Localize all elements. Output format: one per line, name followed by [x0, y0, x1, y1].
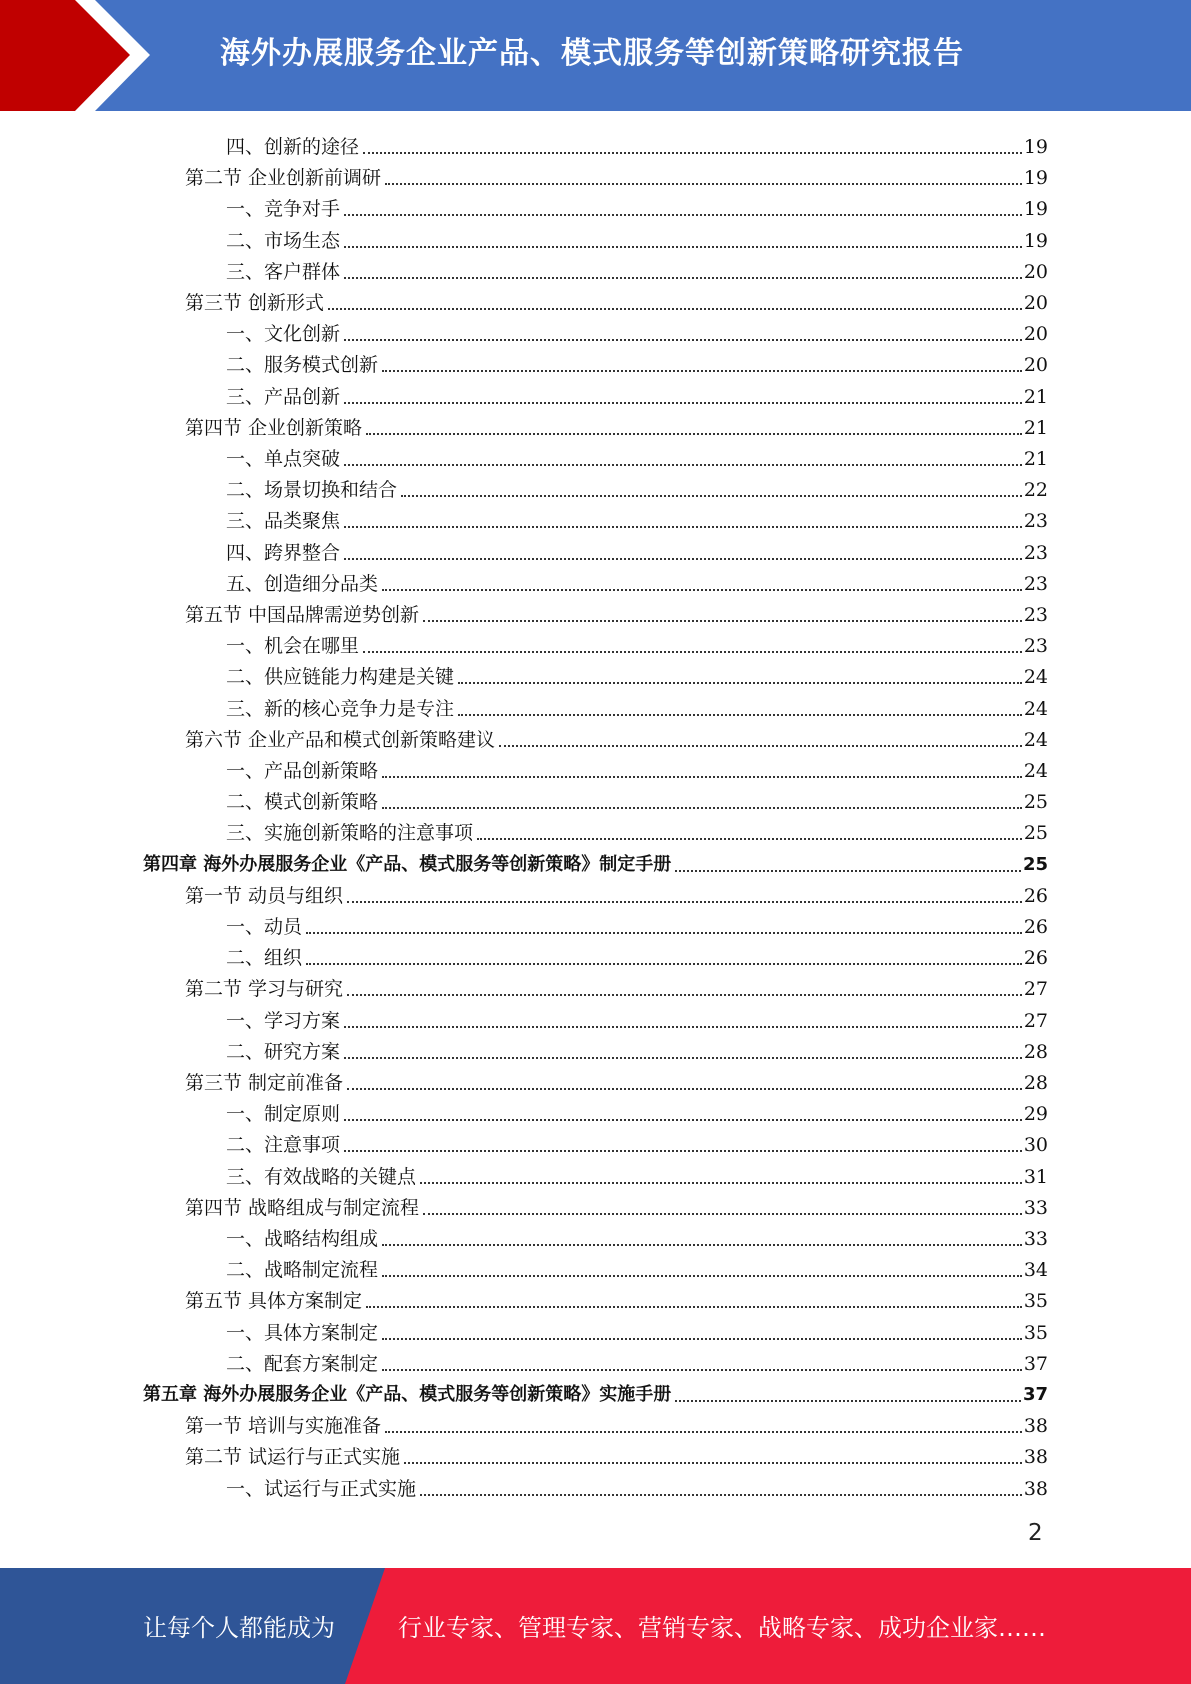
toc-entry-page: 25	[1022, 853, 1048, 875]
toc-entry-page: 19	[1023, 167, 1048, 190]
toc-dot-leader	[401, 495, 1022, 497]
toc-entry-page: 24	[1023, 697, 1048, 720]
toc-entry-page: 23	[1023, 635, 1048, 658]
toc-dot-leader	[420, 1494, 1022, 1496]
toc-entry-page: 26	[1023, 947, 1048, 970]
toc-dot-leader	[344, 526, 1022, 528]
toc-entry[interactable]	[226, 1033, 1048, 1064]
toc-dot-leader	[382, 1244, 1022, 1246]
toc-entry[interactable]	[226, 1251, 1048, 1282]
toc-entry-label: 一、产品创新策略	[226, 760, 379, 782]
toc-entry-page: 38	[1023, 1446, 1048, 1469]
header-title: 海外办展服务企业产品、模式服务等创新策略研究报告	[220, 36, 964, 71]
toc-entry-label: 三、新的核心竞争力是专注	[226, 697, 455, 720]
toc-dot-leader	[344, 1119, 1022, 1121]
toc-entry-label: 一、单点突破	[226, 448, 341, 470]
toc-entry[interactable]	[226, 565, 1048, 596]
toc-entry[interactable]	[226, 783, 1048, 814]
toc-dot-leader	[382, 589, 1022, 591]
toc-dot-leader	[344, 277, 1022, 279]
toc-entry-page: 33	[1023, 1196, 1048, 1219]
toc-entry-label: 二、战略制定流程	[226, 1259, 379, 1282]
toc-entry-label: 一、制定原则	[226, 1103, 341, 1126]
toc-dot-leader	[344, 1150, 1022, 1152]
toc-dot-leader	[366, 433, 1022, 435]
toc-entry[interactable]	[185, 877, 1048, 908]
page-number: 2	[1028, 1520, 1043, 1546]
toc-entry-label: 四、创新的途径	[226, 136, 360, 158]
toc-dot-leader	[344, 246, 1022, 248]
toc-entry[interactable]	[226, 752, 1048, 783]
toc-entry-page: 34	[1023, 1259, 1048, 1282]
toc-entry-label: 第一节 动员与组织	[185, 884, 344, 907]
toc-dot-leader	[344, 339, 1022, 341]
toc-entry-page: 38	[1023, 1415, 1048, 1438]
toc-entry[interactable]	[185, 721, 1048, 752]
toc-entry[interactable]	[185, 1438, 1048, 1469]
toc-entry[interactable]	[226, 315, 1048, 346]
toc-dot-leader	[385, 1431, 1022, 1433]
toc-entry-label: 第二节 企业创新前调研	[185, 167, 382, 190]
toc-dot-leader	[347, 1088, 1022, 1090]
toc-dot-leader	[344, 214, 1022, 216]
toc-entry-label: 二、服务模式创新	[226, 354, 379, 377]
toc-entry-label: 五、创造细分品类	[226, 572, 379, 595]
toc-entry[interactable]	[185, 970, 1048, 1001]
toc-dot-leader	[347, 994, 1022, 996]
toc-dot-leader	[306, 963, 1022, 965]
toc-dot-leader	[458, 682, 1022, 684]
toc-dot-leader	[458, 714, 1022, 716]
toc-entry-page: 25	[1023, 822, 1048, 845]
toc-entry[interactable]	[226, 253, 1048, 284]
toc-entry-page: 37	[1023, 1352, 1048, 1375]
toc-entry-label: 二、场景切换和结合	[226, 479, 398, 502]
toc-dot-leader	[382, 1338, 1022, 1340]
toc-entry[interactable]	[226, 908, 1048, 939]
toc-entry-label: 第三节 创新形式	[185, 292, 325, 314]
toc-dot-leader	[344, 1026, 1022, 1028]
toc-entry-page: 30	[1023, 1134, 1048, 1157]
toc-entry[interactable]	[185, 1189, 1048, 1220]
toc-entry-label: 第五章 海外办展服务企业《产品、模式服务等创新策略》实施手册	[143, 1384, 672, 1405]
toc-entry[interactable]	[185, 1407, 1048, 1438]
toc-entry-page: 21	[1023, 416, 1048, 439]
page-footer	[0, 1568, 1191, 1684]
toc-dot-leader	[423, 620, 1022, 622]
toc-entry[interactable]	[226, 627, 1048, 658]
toc-dot-leader	[306, 932, 1022, 934]
toc-entry-label: 一、试运行与正式实施	[226, 1477, 417, 1500]
toc-dot-leader	[344, 402, 1022, 404]
toc-dot-leader	[499, 745, 1022, 747]
toc-entry-label: 三、品类聚焦	[226, 510, 341, 533]
toc-entry-page: 35	[1023, 1290, 1048, 1313]
toc-entry-label: 第五节 中国品牌需逆势创新	[185, 604, 420, 626]
toc-entry[interactable]	[185, 409, 1048, 440]
toc-entry-label: 三、客户群体	[226, 260, 341, 283]
toc-entry-label: 二、市场生态	[226, 229, 341, 252]
toc-entry[interactable]	[226, 939, 1048, 970]
toc-entry-label: 第四章 海外办展服务企业《产品、模式服务等创新策略》制定手册	[143, 853, 672, 875]
toc-dot-leader	[366, 1306, 1022, 1308]
toc-entry[interactable]	[185, 596, 1048, 627]
toc-entry-page: 26	[1023, 884, 1048, 907]
toc-entry-page: 33	[1023, 1228, 1048, 1250]
toc-entry-page: 35	[1023, 1321, 1048, 1344]
toc-entry-page: 27	[1023, 978, 1048, 1001]
toc-entry[interactable]	[226, 1095, 1048, 1126]
toc-entry[interactable]	[226, 346, 1048, 377]
toc-entry[interactable]	[226, 502, 1048, 533]
toc-entry-page: 21	[1023, 448, 1048, 470]
toc-entry[interactable]	[143, 846, 1048, 877]
toc-entry-label: 二、研究方案	[226, 1040, 341, 1063]
toc-dot-leader	[675, 1400, 1021, 1402]
toc-entry-page: 23	[1023, 604, 1048, 626]
toc-entry-page: 19	[1023, 136, 1048, 158]
toc-entry-page: 27	[1023, 1009, 1048, 1032]
toc-entry-page: 28	[1023, 1072, 1048, 1094]
footer-slogan-left: 让每个人都能成为	[143, 1614, 335, 1642]
toc-entry-label: 一、具体方案制定	[226, 1321, 379, 1344]
toc-entry[interactable]	[226, 690, 1048, 721]
toc-entry-page: 23	[1023, 572, 1048, 595]
toc-entry-label: 二、组织	[226, 947, 303, 970]
toc-dot-leader	[363, 651, 1022, 653]
toc-entry[interactable]	[226, 1470, 1048, 1501]
toc-entry[interactable]	[226, 658, 1048, 689]
toc-dot-leader	[382, 776, 1022, 778]
toc-entry-label: 第一节 培训与实施准备	[185, 1415, 382, 1438]
toc-entry-page: 20	[1023, 323, 1048, 346]
toc-entry-page: 26	[1023, 916, 1048, 938]
toc-dot-leader	[382, 807, 1022, 809]
toc-entry[interactable]	[185, 159, 1048, 190]
toc-dot-leader	[344, 558, 1022, 560]
toc-dot-leader	[423, 1213, 1022, 1215]
toc-entry[interactable]	[226, 440, 1048, 471]
toc-entry-page: 38	[1023, 1477, 1048, 1500]
toc-dot-leader	[363, 152, 1022, 154]
toc-entry[interactable]	[226, 1002, 1048, 1033]
toc-dot-leader	[404, 1462, 1022, 1464]
toc-entry-label: 二、模式创新策略	[226, 791, 379, 814]
toc-entry-label: 第三节 制定前准备	[185, 1072, 344, 1094]
toc-entry-label: 第六节 企业产品和模式创新策略建议	[185, 728, 496, 751]
toc-entry-page: 23	[1023, 541, 1048, 564]
toc-entry[interactable]	[226, 471, 1048, 502]
toc-entry[interactable]	[226, 128, 1048, 159]
toc-entry-label: 二、配套方案制定	[226, 1352, 379, 1375]
toc-entry-page: 31	[1023, 1165, 1048, 1188]
toc-dot-leader	[344, 464, 1022, 466]
footer-slogan-right: 行业专家、管理专家、营销专家、战略专家、成功企业家……	[398, 1614, 1046, 1642]
toc-entry[interactable]	[226, 378, 1048, 409]
toc-entry-label: 一、战略结构组成	[226, 1228, 379, 1250]
toc-entry[interactable]	[226, 1314, 1048, 1345]
toc-entry-label: 一、文化创新	[226, 323, 341, 346]
toc-entry-label: 第四节 战略组成与制定流程	[185, 1196, 420, 1219]
toc-entry[interactable]	[226, 1220, 1048, 1251]
toc-entry-page: 24	[1023, 728, 1048, 751]
toc-entry[interactable]	[226, 1345, 1048, 1376]
toc-entry-page: 21	[1023, 385, 1048, 408]
toc-entry[interactable]	[226, 534, 1048, 565]
toc-entry-page: 29	[1023, 1103, 1048, 1126]
toc-entry-label: 第二节 学习与研究	[185, 978, 344, 1001]
toc-entry[interactable]	[226, 1126, 1048, 1157]
toc-entry-page: 19	[1023, 229, 1048, 252]
toc-entry-label: 第二节 试运行与正式实施	[185, 1446, 401, 1469]
toc-entry-label: 三、实施创新策略的注意事项	[226, 822, 474, 845]
toc-entry[interactable]	[226, 222, 1048, 253]
toc-entry-page: 19	[1023, 198, 1048, 221]
toc-entry-page: 25	[1023, 791, 1048, 814]
toc-entry[interactable]	[185, 1282, 1048, 1313]
toc-dot-leader	[328, 308, 1022, 310]
toc-entry[interactable]	[185, 1064, 1048, 1095]
toc-dot-leader	[385, 183, 1022, 185]
toc-dot-leader	[420, 1182, 1022, 1184]
toc-entry-label: 二、注意事项	[226, 1134, 341, 1157]
toc-entry[interactable]	[226, 1158, 1048, 1189]
toc-entry-page: 23	[1023, 510, 1048, 533]
toc-dot-leader	[477, 838, 1022, 840]
toc-dot-leader	[347, 901, 1022, 903]
page-header	[0, 0, 1191, 111]
toc-dot-leader	[382, 1369, 1022, 1371]
toc-entry-label: 一、竞争对手	[226, 198, 341, 221]
toc-entry-label: 二、供应链能力构建是关键	[226, 666, 455, 689]
toc-entry-page: 20	[1023, 354, 1048, 377]
toc-entry-label: 三、产品创新	[226, 385, 341, 408]
toc-entry-page: 28	[1023, 1040, 1048, 1063]
toc-entry-label: 一、学习方案	[226, 1009, 341, 1032]
toc-dot-leader	[382, 1275, 1022, 1277]
toc-dot-leader	[675, 870, 1021, 872]
toc-entry-page: 24	[1023, 666, 1048, 689]
toc-entry-label: 四、跨界整合	[226, 541, 341, 564]
toc-dot-leader	[344, 1057, 1022, 1059]
toc-entry[interactable]	[226, 814, 1048, 845]
toc-entry-label: 一、动员	[226, 916, 303, 938]
toc-entry-label: 三、有效战略的关键点	[226, 1165, 417, 1188]
toc-entry-label: 一、机会在哪里	[226, 635, 360, 658]
toc-entry-page: 20	[1023, 292, 1048, 314]
toc-entry[interactable]	[185, 284, 1048, 315]
toc-dot-leader	[382, 370, 1022, 372]
toc-entry-page: 37	[1022, 1384, 1048, 1405]
toc-entry-label: 第五节 具体方案制定	[185, 1290, 363, 1313]
toc-entry-page: 24	[1023, 760, 1048, 782]
toc-entry-page: 22	[1023, 479, 1048, 502]
toc-entry-label: 第四节 企业创新策略	[185, 416, 363, 439]
toc-entry[interactable]	[143, 1376, 1048, 1407]
toc-entry-page: 20	[1023, 260, 1048, 283]
toc-entry[interactable]	[226, 190, 1048, 221]
